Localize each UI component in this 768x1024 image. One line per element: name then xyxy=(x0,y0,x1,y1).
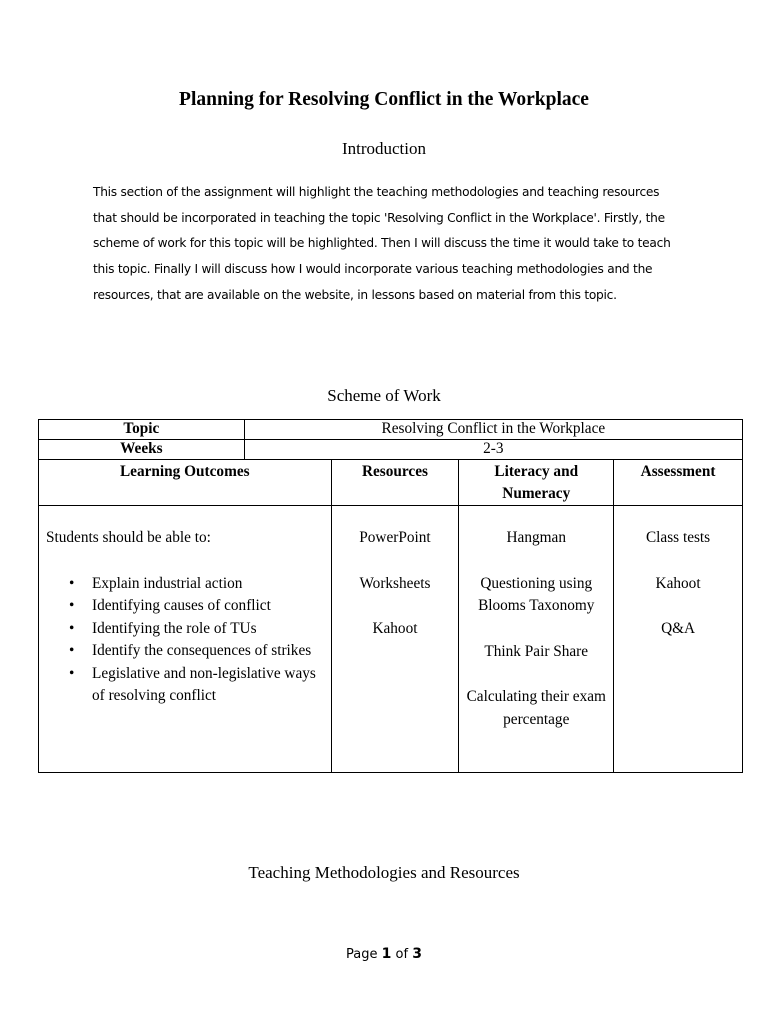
list-item: • Identify the consequences of strikes xyxy=(46,640,331,663)
topic-row xyxy=(39,420,743,440)
assessment-header: Assessment xyxy=(614,460,743,506)
weeks-value: 2-3 xyxy=(244,440,742,460)
current-page-number: 1 xyxy=(381,946,392,962)
introduction-paragraph: This section of the assignment will highlight the teaching methodologies and teaching resources that should be incorporated in teaching the topic 'Resolving Conflict in the Workplace'. Firstly, the scheme of work for this topic will be highlighted. Then I will discuss the time it would take to teach this topic. Finally I will discuss how I would incorporate various teaching methodologies and the resources, that are available on the website, in lessons based on material from this topic. xyxy=(93,185,671,302)
table-body-row xyxy=(39,506,743,773)
introduction-heading: Introduction xyxy=(341,139,427,158)
page-word: Page xyxy=(346,947,378,962)
teaching-methodologies-heading: Teaching Methodologies and Resources xyxy=(248,863,520,882)
assessment-item: Kahoot xyxy=(655,574,701,592)
assessment-cell xyxy=(614,506,743,773)
learning-outcomes-cell xyxy=(39,506,332,773)
resource-item: PowerPoint xyxy=(359,529,431,546)
page-indicator xyxy=(0,946,768,962)
list-item: • Legislative and non-legislative ways of resolving conflict xyxy=(46,663,331,708)
literacy-item: Questioning using Blooms Taxonomy xyxy=(478,574,595,614)
resources-header: Resources xyxy=(331,460,459,506)
students-intro: Students should be able to: xyxy=(46,529,211,546)
document-title: Planning for Resolving Conflict in the Workplace xyxy=(179,89,589,110)
assessment-item: Class tests xyxy=(645,529,711,546)
literacy-item: Think Pair Share xyxy=(484,642,589,660)
table-header-row xyxy=(39,460,743,506)
literacy-numeracy-header: Literacy and Numeracy xyxy=(459,460,614,506)
assessment-item: Q&A xyxy=(661,620,696,637)
resource-item: Kahoot xyxy=(372,620,418,637)
topic-value: Resolving Conflict in the Workplace xyxy=(244,420,742,440)
learning-outcomes-header: Learning Outcomes xyxy=(39,460,332,506)
list-item: • Identifying causes of conflict xyxy=(46,595,331,618)
resources-cell xyxy=(331,506,459,773)
scheme-of-work-table xyxy=(38,419,743,773)
literacy-item: Calculating their exam percentage xyxy=(466,688,606,728)
list-item: • Identifying the role of TUs xyxy=(46,618,331,641)
weeks-row xyxy=(39,440,743,460)
scheme-of-work-heading: Scheme of Work xyxy=(327,386,441,405)
outcome-list xyxy=(46,573,331,708)
topic-label: Topic xyxy=(39,420,245,440)
total-pages-number: 3 xyxy=(412,946,422,962)
literacy-numeracy-cell xyxy=(459,506,614,773)
weeks-label: Weeks xyxy=(39,440,245,460)
list-item: • Explain industrial action xyxy=(46,573,331,596)
of-word: of xyxy=(395,947,409,962)
resource-item: Worksheets xyxy=(359,574,431,592)
literacy-item: Hangman xyxy=(506,529,566,546)
